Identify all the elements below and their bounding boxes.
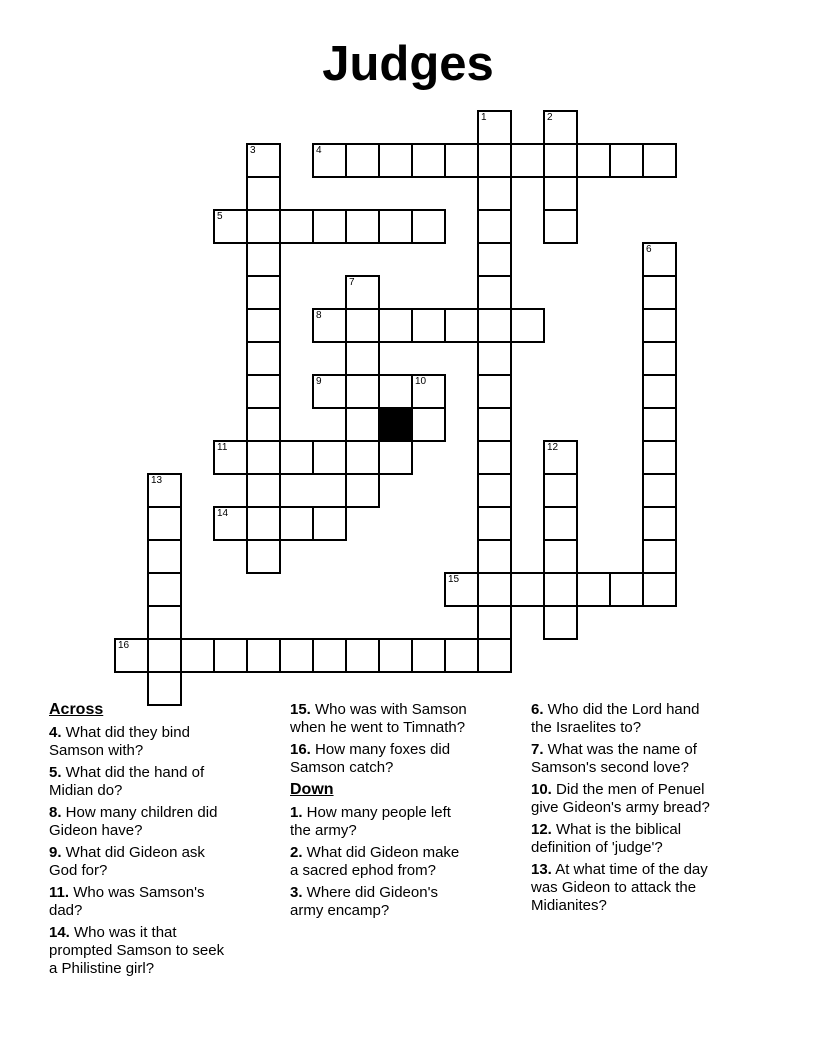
grid-cell[interactable] (543, 605, 578, 640)
grid-cell[interactable] (312, 209, 347, 244)
clue-2: 2. What did Gideon make a sacred ephod from? (290, 844, 460, 879)
grid-cell[interactable] (477, 176, 512, 211)
grid-cell[interactable] (114, 638, 149, 673)
grid-cell[interactable] (477, 407, 512, 442)
grid-cell[interactable] (312, 374, 347, 409)
cell-number: 16 (118, 640, 130, 651)
grid-cell[interactable] (147, 506, 182, 541)
grid-cell[interactable] (378, 374, 413, 409)
grid-cell[interactable] (543, 440, 578, 475)
grid-cell[interactable] (642, 407, 677, 442)
clue-15: 15. Who was with Samson when he went to Timnath? (290, 701, 467, 736)
grid-cell[interactable] (246, 341, 281, 376)
grid-cell[interactable] (180, 638, 215, 673)
cell-number: 3 (250, 145, 256, 156)
grid-cell[interactable] (246, 407, 281, 442)
grid-cell[interactable] (246, 308, 281, 343)
clue-13: 13. At what time of the day was Gideon to attack the Midianites? (531, 861, 708, 914)
grid-cell[interactable] (477, 539, 512, 574)
grid-cell[interactable] (642, 374, 677, 409)
grid-cell[interactable] (411, 407, 446, 442)
grid-cell[interactable] (576, 143, 611, 178)
grid-cell[interactable] (147, 539, 182, 574)
grid-cell[interactable] (477, 341, 512, 376)
grid-cell[interactable] (543, 572, 578, 607)
grid-cell[interactable] (246, 143, 281, 178)
grid-cell[interactable] (279, 440, 314, 475)
grid-cell[interactable] (477, 374, 512, 409)
grid-cell[interactable] (213, 209, 248, 244)
grid-cell[interactable] (411, 143, 446, 178)
cell-number: 10 (415, 376, 427, 387)
grid-cell[interactable] (477, 209, 512, 244)
cell-number: 8 (316, 310, 322, 321)
grid-cell[interactable] (510, 143, 545, 178)
grid-cell[interactable] (444, 143, 479, 178)
grid-cell[interactable] (411, 308, 446, 343)
clue-11: 11. Who was Samson's dad? (49, 884, 205, 919)
grid-cell[interactable] (642, 143, 677, 178)
grid-cell[interactable] (477, 572, 512, 607)
clue-column (531, 701, 772, 982)
grid-cell[interactable] (477, 110, 512, 145)
grid-cell[interactable] (477, 440, 512, 475)
grid-cell[interactable] (477, 308, 512, 343)
grid-cell[interactable] (246, 638, 281, 673)
grid-cell[interactable] (642, 539, 677, 574)
grid-cell[interactable] (279, 209, 314, 244)
grid-cell[interactable] (213, 506, 248, 541)
grid-cell[interactable] (477, 242, 512, 277)
grid-cell[interactable] (246, 275, 281, 310)
clue-10: 10. Did the men of Penuel give Gideon's army bread? (531, 781, 710, 816)
grid-cell[interactable] (477, 605, 512, 640)
grid-cell[interactable] (378, 308, 413, 343)
grid-cell[interactable] (543, 506, 578, 541)
puzzle-title: Judges (322, 37, 494, 91)
cell-number: 1 (481, 112, 487, 123)
clue-7: 7. What was the name of Samson's second love? (531, 741, 697, 776)
grid-cell[interactable] (147, 473, 182, 508)
grid-cell[interactable] (378, 638, 413, 673)
grid-cell[interactable] (246, 539, 281, 574)
clue-12: 12. What is the biblical definition of 'judge'? (531, 821, 682, 856)
cell-number: 14 (217, 508, 229, 519)
grid-cell[interactable] (345, 341, 380, 376)
clue-9: 9. What did Gideon ask God for? (49, 844, 205, 879)
clue-4: 4. What did they bind Samson with? (49, 724, 190, 759)
grid-cell[interactable] (477, 638, 512, 673)
grid-cell[interactable] (279, 506, 314, 541)
grid-cell[interactable] (543, 209, 578, 244)
grid-cell[interactable] (642, 473, 677, 508)
grid-cell[interactable] (246, 209, 281, 244)
cell-number: 6 (646, 244, 652, 255)
grid-cell[interactable] (510, 572, 545, 607)
grid-cell[interactable] (312, 506, 347, 541)
clue-1: 1. How many people left the army? (290, 804, 451, 839)
grid-cell[interactable] (444, 638, 479, 673)
clue-14: 14. Who was it that prompted Samson to seek a Philistine girl? (49, 924, 225, 977)
grid-cell[interactable] (378, 143, 413, 178)
grid-cell[interactable] (642, 440, 677, 475)
grid-cell[interactable] (147, 572, 182, 607)
grid-cell[interactable] (312, 308, 347, 343)
grid-cell[interactable] (345, 143, 380, 178)
grid-cell[interactable] (147, 605, 182, 640)
cell-number: 4 (316, 145, 322, 156)
grid-cell[interactable] (246, 176, 281, 211)
grid-cell[interactable] (477, 275, 512, 310)
grid-cell[interactable] (345, 275, 380, 310)
grid-cell[interactable] (378, 209, 413, 244)
clue-8: 8. How many children did Gideon have? (49, 804, 218, 839)
grid-cell[interactable] (609, 572, 644, 607)
grid-cell[interactable] (576, 572, 611, 607)
grid-cell[interactable] (345, 374, 380, 409)
clue-column (49, 701, 290, 982)
grid-cell[interactable] (477, 506, 512, 541)
grid-cell[interactable] (543, 539, 578, 574)
clues-heading-across: Across (49, 701, 104, 718)
grid-cell[interactable] (477, 143, 512, 178)
cell-number: 12 (547, 442, 559, 453)
grid-cell[interactable] (477, 473, 512, 508)
cell-number: 15 (448, 574, 460, 585)
grid-cell[interactable] (213, 638, 248, 673)
clue-6: 6. Who did the Lord hand the Israelites to? (531, 701, 700, 736)
grid-cell[interactable] (642, 506, 677, 541)
grid-cell[interactable] (642, 341, 677, 376)
grid-cell[interactable] (246, 242, 281, 277)
grid-cell[interactable] (312, 638, 347, 673)
grid-cell[interactable] (642, 572, 677, 607)
grid-cell[interactable] (444, 308, 479, 343)
grid-cell[interactable] (411, 638, 446, 673)
crossword-grid (114, 110, 714, 720)
grid-cell[interactable] (345, 308, 380, 343)
grid-cell[interactable] (444, 572, 479, 607)
grid-cell[interactable] (345, 209, 380, 244)
grid-cell[interactable] (345, 638, 380, 673)
cell-number: 11 (217, 442, 228, 453)
grid-cell[interactable] (312, 143, 347, 178)
grid-cell[interactable] (642, 242, 677, 277)
clue-3: 3. Where did Gideon's army encamp? (290, 884, 438, 919)
grid-cell[interactable] (345, 407, 380, 442)
grid-cell[interactable] (213, 440, 248, 475)
grid-cell[interactable] (279, 638, 314, 673)
cell-number: 2 (547, 112, 553, 123)
grid-cell[interactable] (312, 440, 347, 475)
grid-cell[interactable] (246, 473, 281, 508)
grid-cell[interactable] (609, 143, 644, 178)
grid-cell[interactable] (147, 638, 182, 673)
grid-cell[interactable] (510, 308, 545, 343)
cell-number: 9 (316, 376, 322, 387)
grid-cell[interactable] (543, 143, 578, 178)
clues-heading-down: Down (290, 781, 334, 798)
grid-cell[interactable] (411, 209, 446, 244)
grid-cell[interactable] (345, 440, 380, 475)
grid-cell[interactable] (246, 440, 281, 475)
cell-number: 7 (349, 277, 355, 288)
grid-cell[interactable] (246, 506, 281, 541)
grid-cell[interactable] (246, 374, 281, 409)
grid-cell[interactable] (345, 473, 380, 508)
clues-section (49, 701, 789, 982)
grid-cell[interactable] (411, 374, 446, 409)
clue-5: 5. What did the hand of Midian do? (49, 764, 205, 799)
cell-number: 5 (217, 211, 223, 222)
grid-cell[interactable] (543, 176, 578, 211)
grid-cell[interactable] (642, 275, 677, 310)
black-cell (378, 407, 413, 442)
grid-cell[interactable] (543, 110, 578, 145)
grid-cell[interactable] (642, 308, 677, 343)
cell-number: 13 (151, 475, 163, 486)
clue-column (290, 701, 531, 982)
grid-cell[interactable] (378, 440, 413, 475)
clue-16: 16. How many foxes did Samson catch? (290, 741, 451, 776)
grid-cell[interactable] (543, 473, 578, 508)
